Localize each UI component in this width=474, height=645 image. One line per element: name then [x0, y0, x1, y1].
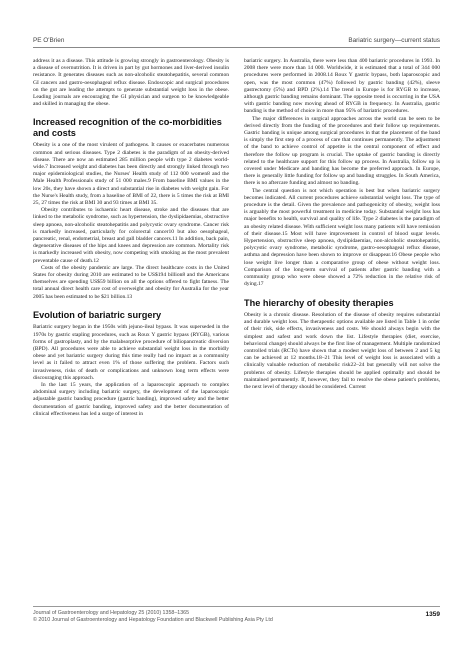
paragraph: bariatric surgery. In Australia, there were less than 400 bariatric procedures in 1993. In 2008 there were more than 14 000. Worldwide, it is estimated that a total of 344 000 procedures were performed in 2008.14 Roux Y gastric bypass, both laparoscopic and open, was the most common (47%) followed by gastric banding (42%), sleeve gastrectomy (5%) and BPD (2%).14 The trend in Europe is for RYGB to increase, although gastric banding remains dominant. The opposite trend is occurring in the USA with gastric banding now moving ahead of RYGB in frequency. In Australia, gastric banding is the method of choice in more than 95% of bariatric procedures. [244, 58, 440, 115]
paragraph: Obesity is a chronic disease. Resolution of the disease of obesity requires substantial and durable weight loss. The therapeutic options available are listed in Table 1 in order of their risk, side effects, invasiveness and costs. We should always begin with the simplest and safest and work down the list. Lifestyle therapies (diet, exercise, behavioral change) should always be the first line of management. Multiple randomized controlled trials (RCTs) have shown that a modest weight loss of between 2 and 5 kg can be achieved at 12 months.18–21 This level of weight loss is associated with a clinically valuable reduction of metabolic risk22–24 but generally will not solve the problems of obesity. Lifestyle therapies should be applied optimally and should be maintained permanently. If, however, they fail to resolve the obese patient's problems, the next level of therapy should be considered. Current [244, 312, 440, 391]
section-heading: Increased recognition of the co-morbidities and costs [33, 117, 222, 138]
left-column [33, 58, 229, 418]
right-column [244, 58, 440, 391]
footer-journal: Journal of Gastroenterology and Hepatology 25 (2010) 1358–1365 [33, 610, 190, 616]
header-author: PE O'Brien [33, 37, 65, 44]
section-heading: The hierarchy of obesity therapies [244, 297, 394, 308]
paragraph: The major differences in surgical approaches across the world can be seen to be derived directly from the funding of the procedures and their follow up requirements. Gastric banding is unique among surgical procedures in that the placement of the band is simply the first step of a process of care that continues permanently. The adjustment of the band to achieve control of appetite is the central component of effect and therefore the follow up program is crucial. The uptake of gastric banding is directly related to the healthcare support for this follow up process. In Australia, follow up is covered under Medicare and banding has become the preferred approach. In Europe, there is generally little funding for follow up and banding struggles. In South America, there is no aftercare funding and almost no banding. [244, 115, 440, 187]
header-rule [33, 47, 440, 48]
footer-copyright: © 2010 Journal of Gastroenterology and Hepatology Foundation and Blackwell Publishing Asia Pty Ltd [33, 617, 273, 623]
paragraph: Obesity contributes to ischaemic heart disease, stroke and the diseases that are linked to the metabolic syndrome, such as hypertension, the dyslipidaemias, obstructive sleep apnoea, non-alcoholic steatohepatitis and polycystic ovary syndrome. Cancer risk is markedly increased, particularly for colorectal cancer10 but also oesophageal, pancreatic, renal, endometrial, breast and gall bladder cancers.11 In addition, back pain, degenerative diseases of the hips and knees and depression are common. Mortality risk is markedly increased with obesity, now competing with smoking as the most prevalent preventable cause of death.12 [33, 207, 229, 264]
paragraph: Costs of the obesity pandemic are large. The direct healthcare costs in the United States for obesity during 2010 are estimated to be US$194 billion8 and the Americans themselves are spending US$59 billion on all the options offered to fight fatness. The total annual direct health care cost of overweight and obesity for Australia for the year 2005 has been estimated to be $21 billion.13 [33, 264, 229, 300]
page-number: 1359 [425, 611, 440, 618]
paragraph: The central question is not which operation is best but when bariatric surgery becomes indicated. All current procedures achieve substantial weight loss. The type of procedure is the detail. Given the prevalence and pathogenicity of obesity, weight loss is arguably the most powerful treatment in medicine today. Substantial weight loss has major benefits to health, survival and quality of life. Type 2 diabetes is the paradigm of an obesity related disease. With sufficient weight loss many patients will have remission of their disease.15 Most will have improvement in control of blood sugar levels. Hypertension, obstructive sleep apnoea, dyslipidaemias, non-alcoholic steatohepatitis, polycystic ovary syndrome, metabolic syndrome, gastro-oesophageal reflux disease, asthma and depression have been shown to improve or disappear.16 Obese people who lose weight live longer than a comparative group of obese without weight loss. Comparison of the long-term survival of patients after gastric banding with a community group who were obese showed a 72% reduction in the relative risk of dying.17 [244, 187, 440, 288]
paragraph: Obesity is a one of the most virulent of pathogens. It causes or exacerbates numerous common and serious diseases. Type 2 diabetes is the paradigm of an obesity-derived disease. There are now an estimated 285 million people with type 2 diabetes world-wide.7 Increased weight and diabetes has been directly and strongly linked through two major epidemiological studies, the Nurses' Health study of 112 000 women8 and the Male Health Professionals study of 51 000 males.9 From baseline BMI values in the low 20s, they have shown a direct and substantial rise in diabetes with weight gain. For the Nurse's Health study, from a baseline of BMI of 22, there is 5 times the risk at BMI 25, 27 times the risk at BMI 30 and 93 times at BMI 35. [33, 142, 229, 207]
paragraph: In the last 15 years, the application of a laparoscopic approach to complex abdominal surgery including bariatric surgery, the development of the laparoscopic adjustable gastric banding procedure (gastric banding), improved safety and the better documentation of gastric banding, improved safety and the better documentation of clinical effectiveness has led a surge of interest in [33, 382, 229, 417]
footer-rule [33, 606, 440, 607]
paragraph: Bariatric surgery began in the 1950s with jejuno-ileal bypass. It was superseded in the 1970s by gastric stapling procedures, such as Roux Y gastric bypass (RYGB), various forms of gastroplasty, and by the malabsorptive procedure of biliopancreatic diversion (BPD). All procedures were able to achieve substantial weight loss in the morbidly obese and yet bariatric surgery during this time really had no impact as a community level as it failed to attract even 1% of those suffering the problem. Factors such invasiveness, risks of death or complications and unknown long term effects were discouraging this approach. [33, 324, 229, 381]
running-header [33, 37, 440, 51]
header-running-title: Bariatric surgery—current status [348, 37, 440, 44]
page-footer [33, 606, 440, 624]
paragraph: address it as a disease. This attitude is growing strongly in gastroenterology. Obesity is a disease of overnutrition. It is driven in part by gut hormones and liver-derived insulin resistance. It generates diseases such as non-alcoholic steatohepatitis, several common GI cancers and gastro-oesophageal reflux disease. Endoscopic and surgical procedures on the gut are leading the attempts to generate substantial weight loss in the obese. Leading journals are encouraging the GI physician and surgeon to be knowledgeable and skilled in managing the obese. [33, 58, 229, 108]
section-heading: Evolution of bariatric surgery [33, 309, 162, 320]
